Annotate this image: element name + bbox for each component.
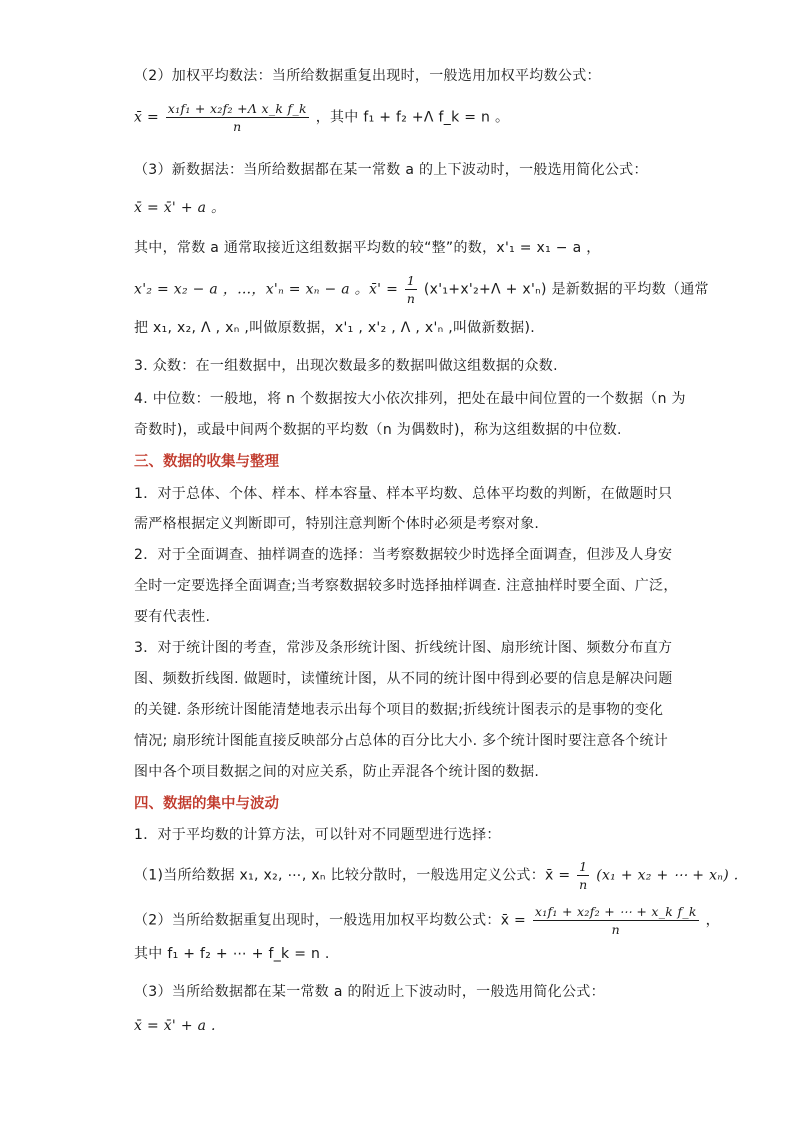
para-3-line-2: 图、频数折线图. 做题时，读懂统计图，从不同的统计图中得到必要的信息是解决问题: [134, 671, 673, 687]
mean-methods-intro: 1．对于平均数的计算方法，可以针对不同题型进行选择：: [134, 827, 501, 843]
mean-symbol: x̄ =: [134, 109, 159, 126]
section-heading-collection: 三、数据的收集与整理: [134, 454, 279, 470]
fraction-numerator: x₁f₁ + x₂f₂ +Λ x_k f_k: [167, 101, 307, 116]
para-3-line-3: 的关键. 条形统计图能清楚地表示出每个项目的数据;折线统计图表示的是事物的变化: [134, 702, 664, 718]
new-data-expr: x'₂ = x₂ − a ，…，x'ₙ = xₙ − a 。x̄' =: [134, 281, 399, 298]
mode-definition: 3. 众数：在一组数据中，出现次数最多的数据叫做这组数据的众数.: [134, 358, 558, 374]
weighted-mean-method-intro: （2）加权平均数法：当所给数据重复出现时，一般选用加权平均数公式：: [134, 68, 601, 84]
fraction-numerator: 1: [406, 273, 416, 288]
original-new-data-definition: 把 x₁, x₂, Λ , xₙ ,叫做原数据，x'₁ , x'₂ , Λ , x'ₙ ,叫做新数据).: [134, 320, 535, 336]
weighted-mean-formula: [134, 100, 509, 135]
new-data-mean-line: [134, 272, 709, 307]
para-1-line-1: 1．对于总体、个体、样本、样本容量、样本平均数、总体平均数的判断，在做题时只: [134, 486, 673, 502]
definition-formula-sum: (x₁ + x₂ + ⋯ + xₙ) .: [596, 867, 739, 884]
weighted-formula-tail: ，: [705, 912, 720, 929]
median-definition-2: 奇数时)，或最中间两个数据的平均数（n 为偶数时)，称为这组数据的中位数.: [134, 422, 622, 438]
fraction-denominator: n: [611, 922, 620, 937]
simplified-formula: x̄ = x̄' + a 。: [134, 200, 226, 216]
fraction-denominator: n: [579, 877, 588, 892]
median-definition-1: 4. 中位数：一般地，将 n 个数据按大小依次排列，把处在最中间位置的一个数据（n 为: [134, 391, 686, 407]
new-data-expr-tail: (x'₁+x'₂+Λ + x'ₙ) 是新数据的平均数（通常: [423, 281, 709, 298]
weights-sum-line: 其中 f₁ + f₂ + ⋯ + f_k = n .: [134, 946, 330, 962]
para-3-line-5: 图中各个项目数据之间的对应关系，防止弄混各个统计图的数据.: [134, 764, 540, 780]
constant-a-explanation: 其中，常数 a 通常取接近这组数据平均数的较“整”的数，x'₁ = x₁ − a ，: [134, 240, 601, 256]
fraction-numerator: 1: [579, 859, 588, 874]
simplified-method-intro: （3）当所给数据都在某一常数 a 的附近上下波动时，一般选用简化公式：: [134, 984, 605, 1000]
para-2-line-1: 2．对于全面调查、抽样调查的选择：当考察数据较少时选择全面调查，但涉及人身安: [134, 547, 673, 563]
definition-formula-line: [134, 858, 739, 893]
weighted-fraction: [533, 903, 699, 938]
simplified-formula-2: x̄ = x̄' + a .: [134, 1018, 216, 1034]
new-data-method-intro: （3）新数据法：当所给数据都在某一常数 a 的上下波动时，一般选用简化公式：: [134, 162, 648, 178]
para-2-line-3: 要有代表性.: [134, 609, 211, 625]
fraction-denominator: n: [233, 119, 242, 134]
one-over-n-fraction: [405, 272, 417, 307]
definition-formula-text: （1)当所给数据 x₁, x₂, ⋯, xₙ 比较分散时，一般选用定义公式：x̄ =: [134, 867, 571, 884]
fraction-numerator: x₁f₁ + x₂f₂ + ⋯ + x_k f_k: [534, 904, 697, 919]
formula-tail: ，其中 f₁ + f₂ +Λ f_k = n 。: [315, 109, 510, 126]
para-2-line-2: 全时一定要选择全面调查;当考察数据较多时选择抽样调查. 注意抽样时要全面、广泛，: [134, 578, 678, 594]
weighted-fraction: [166, 100, 309, 135]
para-1-line-2: 需严格根据定义判断即可，特别注意判断个体时必须是考察对象.: [134, 516, 540, 532]
one-over-n-fraction: [577, 858, 589, 893]
fraction-denominator: n: [406, 291, 416, 306]
para-3-line-1: 3．对于统计图的考查，常涉及条形统计图、折线统计图、扇形统计图、频数分布直方: [134, 640, 673, 656]
weighted-formula-line: [134, 903, 720, 938]
section-heading-concentration: 四、数据的集中与波动: [134, 796, 279, 812]
weighted-formula-text: （2）当所给数据重复出现时，一般选用加权平均数公式：x̄ =: [134, 912, 527, 929]
para-3-line-4: 情况; 扇形统计图能直接反映部分占总体的百分比大小. 多个统计图时要注意各个统计: [134, 733, 669, 749]
